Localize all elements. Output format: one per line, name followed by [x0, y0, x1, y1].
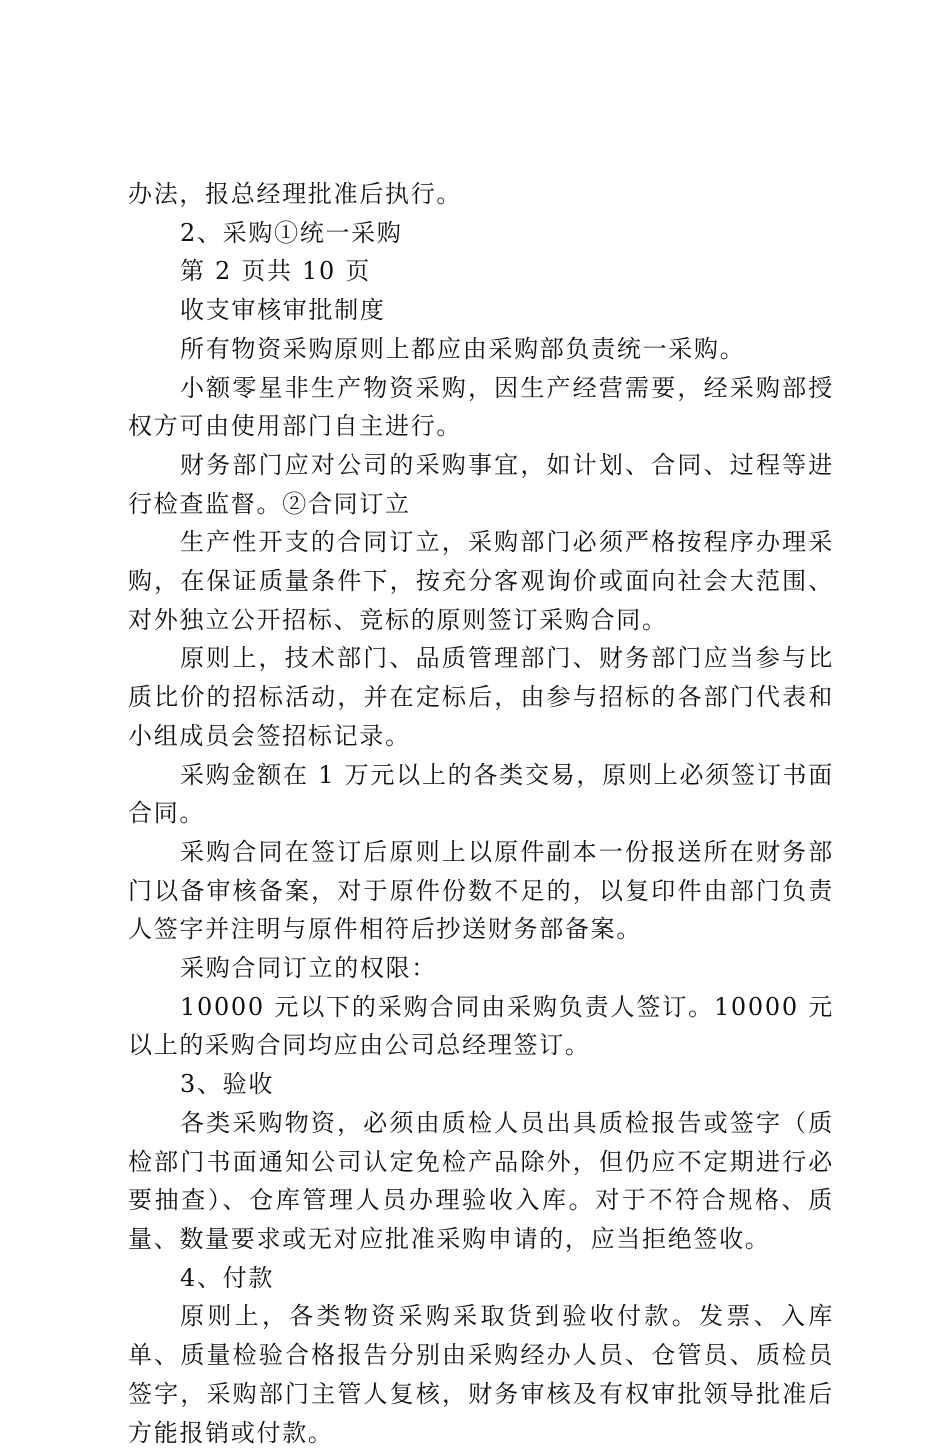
paragraph: 采购金额在 1 万元以上的各类交易，原则上必须签订书面合同。: [128, 760, 834, 828]
paragraph: 小额零星非生产物资采购，因生产经营需要，经采购部授权方可由使用部门自主进行。: [128, 373, 834, 441]
document-title-header: 收支审核审批制度: [180, 296, 386, 325]
page-number-footer: 第 2 页共 10 页: [180, 257, 372, 286]
paragraph: 原则上，各类物资采购采取货到验收付款。发票、入库单、质量检验合格报告分别由采购经办人员、仓管员、质检员签字，采购部门主管人复核，财务审核及有权审批领导批准后方能报销或付款。: [128, 1302, 834, 1447]
paragraph-continuation: 办法，报总经理批准后执行。: [128, 180, 463, 208]
paragraph: 各类采购物资，必须由质检人员出具质检报告或签字（质检部门书面通知公司认定免检产品除外，但仍应不定期进行必要抽查）、仓库管理人员办理验收入库。对于不符合规格、质量、数量要求或无对应批准采购申请的，应当拒绝签收。: [128, 1108, 834, 1253]
section-heading-acceptance: 3、验收: [180, 1070, 275, 1099]
paragraph: 采购合同在签订后原则上以原件副本一份报送所在财务部门以备审核备案，对于原件份数不足的，以复印件由部门负责人签字并注明与原件相符后抄送财务部备案。: [128, 837, 834, 944]
paragraph: 生产性开支的合同订立，采购部门必须严格按程序办理采购，在保证质量条件下，按充分客观询价或面向社会大范围、对外独立公开招标、竞标的原则签订采购合同。: [128, 528, 834, 634]
document-body: [128, 175, 834, 1452]
paragraph: 采购合同订立的权限：: [180, 954, 437, 983]
paragraph: 10000 元以下的采购合同由采购负责人签订。10000 元以上的采购合同均应由公司总经理签订。: [128, 992, 834, 1060]
paragraph: 原则上，技术部门、品质管理部门、财务部门应当参与比质比价的招标活动，并在定标后，由参与招标的各部门代表和小组成员会签招标记录。: [128, 644, 834, 750]
section-heading-payment: 4、付款: [180, 1263, 275, 1292]
paragraph: 财务部门应对公司的采购事宜，如计划、合同、过程等进行检查监督。②合同订立: [128, 450, 834, 518]
section-heading-purchase: 2、采购①统一采购: [180, 218, 403, 247]
paragraph: 所有物资采购原则上都应由采购部负责统一采购。: [180, 334, 746, 363]
